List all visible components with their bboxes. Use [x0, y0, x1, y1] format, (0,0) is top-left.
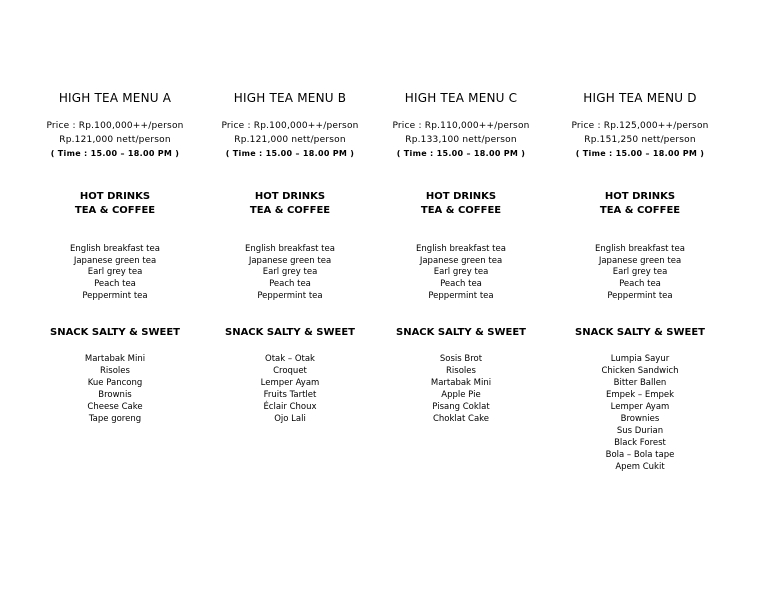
snack-item: Risoles: [446, 366, 476, 376]
drink-item: Japanese green tea: [248, 255, 332, 266]
snack-list: [200, 353, 380, 425]
snack-list: [25, 353, 205, 425]
drinks-heading: [550, 190, 730, 218]
drinks-heading-line-1: HOT DRINKS: [604, 191, 676, 202]
menu-title: HIGH TEA MENU B: [233, 91, 347, 105]
drinks-heading-line-1: HOT DRINKS: [425, 191, 497, 202]
snack-item: Sus Durian: [616, 426, 664, 436]
price-block: [371, 120, 551, 161]
price-block: [25, 120, 205, 161]
snack-list: [371, 353, 551, 425]
drinks-heading-line-2: TEA & COFFEE: [420, 205, 502, 216]
menu-title: HIGH TEA MENU A: [58, 91, 172, 105]
drink-item: Earl grey tea: [433, 267, 489, 278]
drinks-heading: [25, 190, 205, 218]
snack-heading: SNACK SALTY & SWEET: [50, 327, 180, 338]
drink-item: Peach tea: [440, 279, 482, 290]
drinks-list: [200, 244, 380, 303]
snack-item: Martabak Mini: [430, 378, 492, 388]
drinks-heading-line-2: TEA & COFFEE: [599, 205, 681, 216]
snack-item: Cheese Cake: [87, 402, 143, 412]
drinks-list: [550, 244, 730, 303]
price-text: Price : Rp.100,000++/person: [46, 121, 184, 131]
drinks-heading: [200, 190, 380, 218]
snack-item: Bitter Ballen: [613, 378, 667, 388]
drink-item: Peppermint tea: [428, 290, 494, 301]
snack-heading: SNACK SALTY & SWEET: [396, 327, 526, 338]
snack-item: Apem Cukit: [615, 462, 665, 472]
drinks-heading-line-2: TEA & COFFEE: [249, 205, 331, 216]
drink-item: Peppermint tea: [82, 290, 148, 301]
snack-item: Bola – Bola tape: [605, 450, 675, 460]
drinks-heading-line-1: HOT DRINKS: [254, 191, 326, 202]
drink-item: English breakfast tea: [416, 244, 506, 254]
snack-item: Choklat Cake: [432, 414, 490, 424]
nett-price-text: Rp.121,000 nett/person: [59, 134, 171, 145]
price-block: [200, 120, 380, 161]
snack-item: Lumpia Sayur: [610, 354, 670, 364]
snack-item: Sosis Brot: [439, 354, 483, 364]
snack-item: Apple Pie: [441, 390, 481, 400]
drink-item: Japanese green tea: [419, 255, 503, 266]
drink-item: Japanese green tea: [73, 255, 157, 266]
drinks-list: [371, 244, 551, 303]
snack-item: Black Forest: [614, 438, 666, 448]
drinks-heading-line-1: HOT DRINKS: [79, 191, 151, 202]
price-text: Price : Rp.110,000++/person: [392, 121, 530, 131]
snack-list: [550, 353, 730, 473]
time-text: ( Time : 15.00 – 18.00 PM ): [50, 149, 180, 158]
snack-item: Kue Pancong: [87, 378, 143, 388]
drinks-heading: [371, 190, 551, 218]
snack-item: Empek – Empek: [605, 390, 675, 400]
snack-item: Brownis: [98, 390, 132, 400]
drink-item: Earl grey tea: [612, 267, 668, 278]
drink-item: Peach tea: [94, 279, 136, 290]
snack-item: Otak – Otak: [265, 354, 315, 364]
snack-item: Lemper Ayam: [610, 402, 670, 412]
snack-item: Pisang Coklat: [432, 402, 490, 412]
snack-item: Brownies: [620, 414, 660, 424]
drink-item: Peach tea: [619, 279, 661, 290]
drink-item: Peppermint tea: [607, 290, 673, 301]
nett-price-text: Rp.121,000 nett/person: [234, 134, 346, 145]
menu-title: HIGH TEA MENU C: [404, 91, 518, 105]
drinks-heading-line-2: TEA & COFFEE: [74, 205, 156, 216]
drink-item: Japanese green tea: [598, 255, 682, 266]
snack-item: Tape goreng: [88, 414, 142, 424]
drink-item: Earl grey tea: [87, 267, 143, 278]
price-text: Price : Rp.125,000++/person: [571, 121, 709, 131]
snack-item: Lemper Ayam: [260, 378, 320, 388]
price-block: [550, 120, 730, 161]
snack-heading: SNACK SALTY & SWEET: [225, 327, 355, 338]
time-text: ( Time : 15.00 – 18.00 PM ): [575, 149, 705, 158]
drink-item: Earl grey tea: [262, 267, 318, 278]
nett-price-text: Rp.133,100 nett/person: [405, 134, 517, 145]
menu-title: HIGH TEA MENU D: [583, 91, 697, 105]
snack-item: Croquet: [273, 366, 307, 376]
snack-item: Ojo Lali: [274, 414, 306, 424]
drink-item: Peppermint tea: [257, 290, 323, 301]
snack-item: Chicken Sandwich: [601, 366, 679, 376]
price-text: Price : Rp.100,000++/person: [221, 121, 359, 131]
snack-heading: SNACK SALTY & SWEET: [575, 327, 705, 338]
snack-item: Risoles: [100, 366, 130, 376]
snack-item: Martabak Mini: [84, 354, 146, 364]
drink-item: English breakfast tea: [245, 244, 335, 254]
nett-price-text: Rp.151,250 nett/person: [584, 134, 696, 145]
drink-item: English breakfast tea: [70, 244, 160, 254]
time-text: ( Time : 15.00 – 18.00 PM ): [225, 149, 355, 158]
time-text: ( Time : 15.00 – 18.00 PM ): [396, 149, 526, 158]
drink-item: English breakfast tea: [595, 244, 685, 254]
drink-item: Peach tea: [269, 279, 311, 290]
snack-item: Fruits Tartlet: [263, 390, 317, 400]
snack-item: Éclair Choux: [263, 402, 317, 412]
drinks-list: [25, 244, 205, 303]
